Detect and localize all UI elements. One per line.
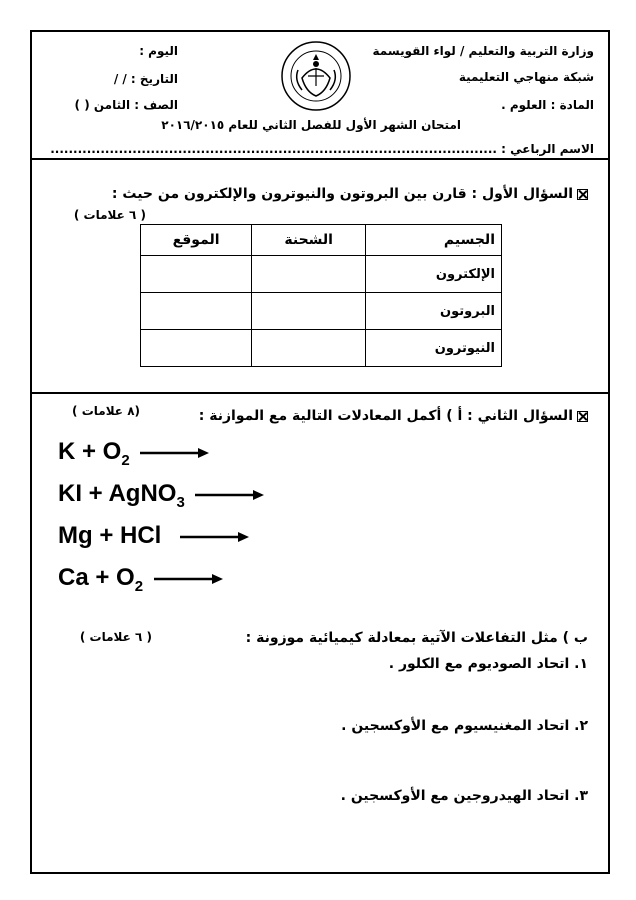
subject-label: المادة : العلوم .: [501, 98, 594, 112]
equation-row: [58, 564, 224, 595]
equation-subscript: 3: [176, 493, 185, 511]
day-field[interactable]: اليوم :: [139, 44, 178, 58]
table-cell: البروتون: [366, 293, 502, 330]
checkbox-icon: [577, 411, 588, 422]
network-label: شبكة منهاجي التعليمية: [458, 70, 594, 84]
answer-cell[interactable]: [141, 256, 252, 293]
equation-row: [58, 438, 210, 469]
part-b-item: ٢. اتحاد المغنيسيوم مع الأوكسجين .: [341, 718, 588, 734]
right-arrow-icon: [195, 489, 265, 501]
checkbox-icon: [577, 189, 588, 200]
part-b-marks: ( ٦ علامات ): [79, 630, 152, 644]
comparison-table: [140, 224, 502, 367]
q1-marks: ( ٦ علامات ): [73, 208, 146, 222]
date-field[interactable]: التاريخ : / /: [113, 72, 178, 86]
table-row: [141, 256, 502, 293]
equation-subscript: 2: [134, 577, 144, 595]
table-cell: النيوترون: [366, 330, 502, 367]
equation-subscript: 2: [121, 451, 130, 469]
right-arrow-icon: [140, 447, 210, 459]
part-b-item: ١. اتحاد الصوديوم مع الكلور .: [388, 656, 588, 672]
right-arrow-icon: [180, 531, 250, 543]
grade-field[interactable]: الصف : الثامن ( ): [74, 98, 178, 112]
ministry-label: وزارة التربية والتعليم / لواء القويسمة: [372, 44, 594, 58]
table-header: الجسيم: [366, 225, 502, 256]
equation-row: [58, 522, 250, 553]
equation-text: K + O: [58, 438, 122, 465]
jordan-ministry-seal-icon: [280, 40, 352, 112]
table-header: الموقع: [141, 225, 252, 256]
table-row: [141, 293, 502, 330]
table-row: [141, 330, 502, 367]
student-name-field[interactable]: الاسم الرباعي : ..................................................................................................: [50, 142, 594, 156]
answer-cell[interactable]: [141, 330, 252, 367]
q2-title: [199, 408, 588, 424]
part-b-item: ٣. اتحاد الهيدروجين مع الأوكسجين .: [340, 788, 588, 804]
exam-title: امتحان الشهر الأول للفصل الثاني للعام ٢٠١٦/٢٠١٥: [161, 118, 461, 132]
table-cell: الإلكترون: [366, 256, 502, 293]
answer-cell[interactable]: [141, 293, 252, 330]
header-divider: [30, 158, 610, 160]
q2-marks: (٨ علامات ): [72, 404, 140, 418]
q1-title: [112, 186, 588, 202]
answer-cell[interactable]: [252, 256, 366, 293]
equation-text: Ca + O: [58, 564, 135, 591]
q2-title-text: السؤال الثاني : أ ) أكمل المعادلات التالية مع الموازنة :: [198, 408, 573, 424]
equation-row: [58, 480, 265, 511]
answer-cell[interactable]: [252, 330, 366, 367]
right-arrow-icon: [154, 573, 224, 585]
q1-title-text: السؤال الأول : قارن بين البروتون والنيوترون والإلكترون من حيث :: [111, 186, 573, 202]
equation-text: KI + AgNO: [58, 480, 177, 507]
answer-cell[interactable]: [252, 293, 366, 330]
table-header: الشحنة: [252, 225, 366, 256]
equation-text: Mg + HCl: [58, 522, 162, 549]
part-b-title: ب ) مثل التفاعلات الآتية بمعادلة كيميائية موزونة :: [245, 630, 588, 646]
table-header-row: [141, 225, 502, 256]
section-divider: [30, 392, 610, 394]
